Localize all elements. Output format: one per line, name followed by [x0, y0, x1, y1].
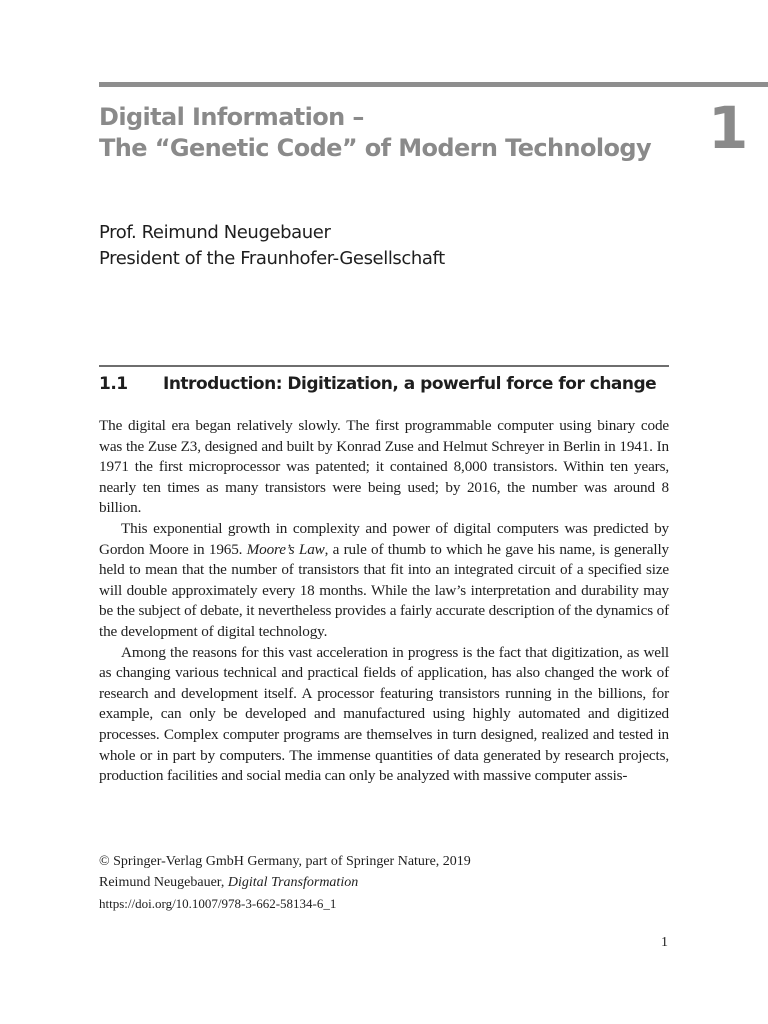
section-heading	[99, 372, 679, 396]
citation-author: Reimund Neugebauer,	[99, 875, 228, 890]
chapter-title-line-1: Digital Information –	[99, 103, 364, 131]
chapter-title	[99, 102, 699, 164]
paragraph-2-text-a: This exponential growth in complexity and power of digital computers was predicted by Gordon Moore in 1965.	[99, 519, 669, 558]
section-rule	[99, 365, 669, 367]
paragraph-1: The digital era began relatively slowly. The first programmable computer using binary code was the Zuse Z3, designed and built by Konrad Zuse and Helmut Schreyer in Berlin in 1941. In 1971 the first microprocessor was patented; it contained 8,000 transistors. Within ten years, nearly ten times as many transistors were being used; by 2016, the number was around 8 billion.	[99, 417, 669, 517]
paragraph-2-text-b: , a rule of thumb to which he gave his name, is generally held to mean that the number of transistors that fit into an integrated circuit of a specified size will double approximately every 18 months. While the law’s interpretation and durability may be the subject of debate, it nevertheless provides a fairly accurate description of the dynamics of the development of digital technology.	[99, 540, 669, 640]
copyright-line: © Springer-Verlag GmbH Germany, part of Springer Nature, 2019	[99, 854, 471, 869]
section-number: 1.1	[99, 374, 128, 394]
citation-line	[99, 872, 669, 893]
section-title: Introduction: Digitization, a powerful force for change	[163, 374, 657, 394]
paragraph-2	[99, 519, 669, 643]
body-text	[99, 416, 669, 787]
footer	[99, 851, 669, 914]
chapter-number: 1	[708, 94, 749, 162]
page-number: 1	[661, 935, 668, 950]
author-role: President of the Fraunhofer-Gesellschaft	[99, 248, 445, 269]
author-block	[99, 220, 699, 272]
author-name: Prof. Reimund Neugebauer	[99, 222, 331, 243]
citation-title: Digital Transformation	[227, 875, 359, 890]
doi-link[interactable]: https://doi.org/10.1007/978-3-662-58134-6_1	[99, 896, 337, 911]
top-rule	[99, 82, 768, 87]
chapter-title-line-2: The “Genetic Code” of Modern Technology	[99, 134, 652, 162]
moores-law-term: Moore’s Law	[246, 540, 325, 558]
paragraph-3: Among the reasons for this vast acceleration in progress is the fact that digitization, as well as changing various technical and practical fields of application, has also changed the work of research and development itself. A processor featuring transistors running in the billions, for example, can only be developed and manufactured using highly automated and digitized processes. Complex computer programs are themselves in turn designed, realized and tested in whole or in part by computers. The immense quantities of data generated by research projects, production facilities and social media can only be analyzed with massive computer assis-	[99, 643, 669, 785]
